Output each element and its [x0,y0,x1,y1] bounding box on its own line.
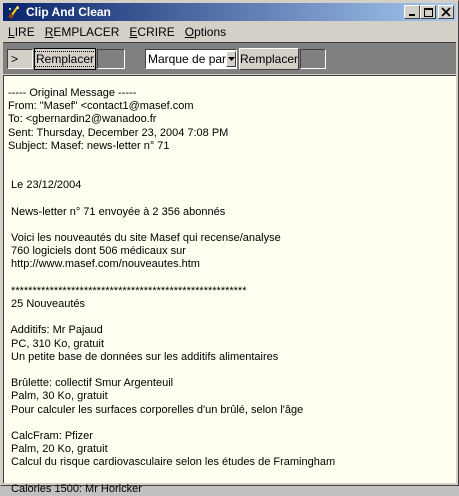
message-line: Palm, 20 Ko, gratuit [8,443,108,456]
window-title: Clip And Clean [26,5,111,19]
arrow-symbol: > [11,52,19,66]
message-line: Voici les nouveautés du site Masef qui recense/analyse [8,232,281,245]
message-line [8,166,452,179]
message-line: News-letter n° 71 envoyée à 2 356 abonnés [8,205,226,218]
message-text [8,87,452,496]
message-line [8,311,452,324]
message-line: Le 23/12/2004 [8,179,82,192]
message-line [8,272,452,285]
menu-lire[interactable]: LIRE [8,25,35,39]
message-line: ----- Original Message ----- [8,87,137,99]
message-line: From: "Masef" <contact1@masef.com [8,100,194,113]
menu-options[interactable]: Options [184,25,227,39]
message-line: Subject: Masef: news-letter n° 71 [8,139,170,152]
maximize-button[interactable] [420,5,436,19]
menu-bar [3,23,456,41]
message-line: http://www.masef.com/nouveautes.htm [8,258,200,271]
message-line: Palm, 30 Ko, gratuit [8,390,108,403]
message-line: 760 logiciels dont 506 médicaux sur [8,245,186,258]
message-line: PC, 310 Ko, gratuit [8,337,104,350]
message-line: Un petite base de données sur les additifs alimentaires [8,350,279,363]
window-controls [404,5,454,19]
message-line: Brûlette: collectif Smur Argenteuil [8,377,174,390]
empty-field-left[interactable] [97,49,125,69]
message-line: Additifs: Mr Pajaud [8,324,103,337]
message-line: To: <gbernardin2@wanadoo.fr [8,113,157,126]
menu-ecrire[interactable]: ECRIRE [129,25,175,39]
replace-button-right[interactable]: Remplacer [239,48,299,70]
message-line [8,364,452,377]
message-line: Sent: Thursday, December 23, 2004 7:08 PM [8,126,229,139]
message-line: Calcul du risque cardiovasculaire selon les études de Framingham [8,456,336,469]
app-icon [6,4,22,20]
message-line [8,469,452,482]
combo-value: Marque de par [148,52,227,66]
menu-remplacer[interactable]: REMPLACER [44,25,120,39]
message-line [8,153,452,166]
chevron-down-icon[interactable] [226,51,236,67]
message-line: Pour calculer les surfaces corporelles d'un brûlé, selon l'âge [8,403,304,416]
message-line [8,417,452,430]
arrow-field[interactable] [7,49,33,69]
empty-field-right[interactable] [300,49,326,69]
message-text-area[interactable] [3,75,456,495]
message-line: CalcFram: Pfizer [8,429,93,442]
message-line: 25 Nouveautés [8,298,86,310]
close-button[interactable] [438,5,454,19]
title-bar[interactable] [3,3,456,21]
minimize-button[interactable] [404,5,420,19]
replace-button-left[interactable]: Remplacer [34,48,96,70]
message-line [8,193,452,206]
message-line [8,219,452,232]
toolbar [3,42,456,74]
message-line: ******************************************************* [8,284,247,297]
message-line: Calories 1500: Mr Horicker [8,482,142,495]
mark-combo[interactable] [145,49,237,69]
